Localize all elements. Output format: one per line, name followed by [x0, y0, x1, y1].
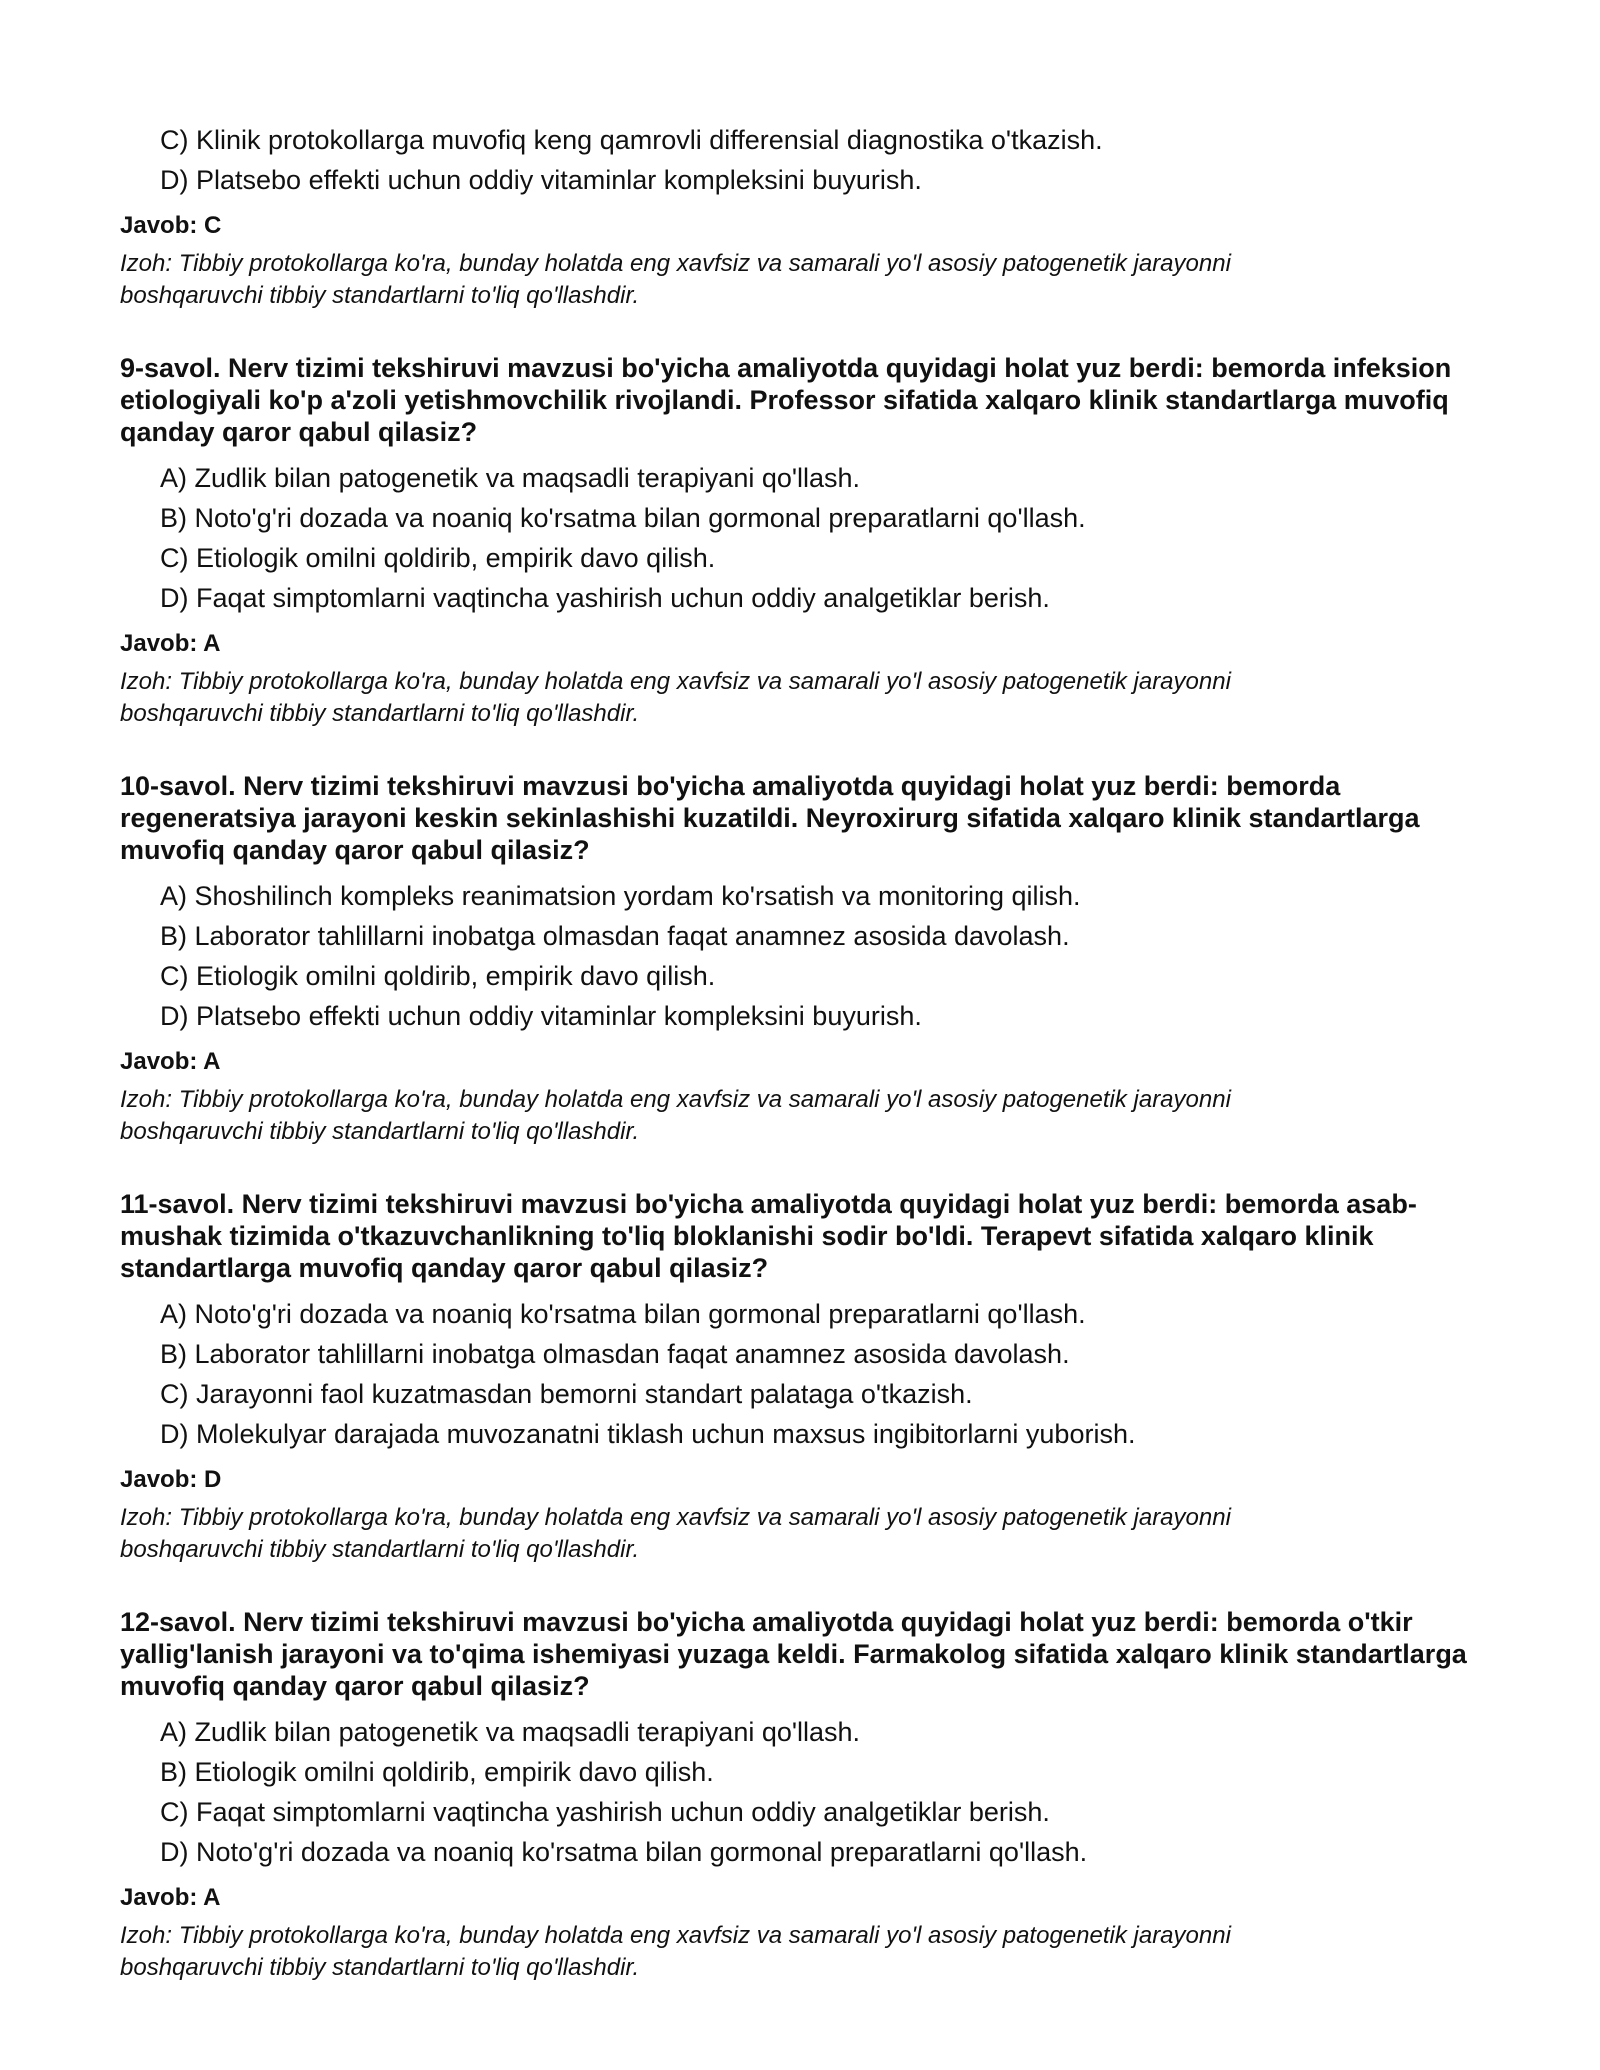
answer-option: D) Noto'g'ri dozada va noaniq ko'rsatma bilan gormonal preparatlarni qo'llash. [160, 1837, 1088, 1867]
answer-option: D) Molekulyar darajada muvozanatni tiklash uchun maxsus ingibitorlarni yuborish. [160, 1419, 1136, 1449]
partial-question-block [120, 120, 1480, 312]
answer-option: A) Zudlik bilan patogenetik va maqsadli terapiyani qo'llash. [160, 463, 861, 493]
question-text: 12-savol. Nerv tizimi tekshiruvi mavzusi bo'yicha amaliyotda quyidagi holat yuz berdi: bemorda o'tkir yallig'lanish jarayoni va to'qima ishemiyasi yuzaga keldi. Farmakolog sifatida xalqaro klinik standartlarga muvofiq qanday qaror qabul qilasiz? [120, 1607, 1467, 1701]
answer-option: C) Klinik protokollarga muvofiq keng qamrovli differensial diagnostika o'tkazish. [160, 125, 1103, 155]
question-text: 11-savol. Nerv tizimi tekshiruvi mavzusi bo'yicha amaliyotda quyidagi holat yuz berdi: bemorda asab-mushak tizimida o'tkazuvchanlikning to'liq bloklanishi sodir bo'ldi. Terapevt sifatida xalqaro klinik standartlarga muvofiq qanday qaror qabul qilasiz? [120, 1189, 1417, 1283]
question-block-10 [120, 770, 1480, 1148]
explanation-note: Izoh: Tibbiy protokollarga ko'ra, bunday holatda eng xavfsiz va samarali yo'l asosiy patogenetik jarayonni boshqaruvchi tibbiy standartlarni to'liq qo'llashdir. [120, 1504, 1231, 1563]
question-text: 10-savol. Nerv tizimi tekshiruvi mavzusi bo'yicha amaliyotda quyidagi holat yuz berdi: bemorda regeneratsiya jarayoni keskin sekinlashishi kuzatildi. Neyroxirurg sifatida xalqaro klinik standartlarga muvofiq qanday qaror qabul qilasiz? [120, 771, 1420, 865]
correct-answer: Javob: A [120, 1884, 221, 1911]
correct-answer: Javob: A [120, 630, 221, 657]
explanation-note: Izoh: Tibbiy protokollarga ko'ra, bunday holatda eng xavfsiz va samarali yo'l asosiy patogenetik jarayonni boshqaruvchi tibbiy standartlarni to'liq qo'llashdir. [120, 668, 1231, 727]
answer-option: B) Laborator tahlillarni inobatga olmasdan faqat anamnez asosida davolash. [160, 1339, 1070, 1369]
answer-option: C) Etiologik omilni qoldirib, empirik davo qilish. [160, 961, 716, 991]
correct-answer: Javob: D [120, 1466, 222, 1493]
correct-answer: Javob: A [120, 1048, 221, 1075]
explanation-note: Izoh: Tibbiy protokollarga ko'ra, bunday holatda eng xavfsiz va samarali yo'l asosiy patogenetik jarayonni boshqaruvchi tibbiy standartlarni to'liq qo'llashdir. [120, 250, 1231, 309]
answer-option: A) Zudlik bilan patogenetik va maqsadli terapiyani qo'llash. [160, 1717, 861, 1747]
answer-option: C) Jarayonni faol kuzatmasdan bemorni standart palataga o'tkazish. [160, 1379, 973, 1409]
question-block-12 [120, 1606, 1480, 1984]
answer-option: B) Noto'g'ri dozada va noaniq ko'rsatma bilan gormonal preparatlarni qo'llash. [160, 503, 1086, 533]
answer-option: A) Noto'g'ri dozada va noaniq ko'rsatma bilan gormonal preparatlarni qo'llash. [160, 1299, 1086, 1329]
explanation-note: Izoh: Tibbiy protokollarga ko'ra, bunday holatda eng xavfsiz va samarali yo'l asosiy patogenetik jarayonni boshqaruvchi tibbiy standartlarni to'liq qo'llashdir. [120, 1086, 1231, 1145]
answer-option: D) Platsebo effekti uchun oddiy vitaminlar kompleksini buyurish. [160, 165, 922, 195]
answer-option: D) Platsebo effekti uchun oddiy vitaminlar kompleksini buyurish. [160, 1001, 922, 1031]
answer-option: D) Faqat simptomlarni vaqtincha yashirish uchun oddiy analgetiklar berish. [160, 583, 1050, 613]
answer-option: C) Faqat simptomlarni vaqtincha yashirish uchun oddiy analgetiklar berish. [160, 1797, 1050, 1827]
explanation-note: Izoh: Tibbiy protokollarga ko'ra, bunday holatda eng xavfsiz va samarali yo'l asosiy patogenetik jarayonni boshqaruvchi tibbiy standartlarni to'liq qo'llashdir. [120, 1922, 1231, 1981]
question-block-9 [120, 352, 1480, 730]
question-text: 9-savol. Nerv tizimi tekshiruvi mavzusi bo'yicha amaliyotda quyidagi holat yuz berdi: bemorda infeksion etiologiyali ko'p a'zoli yetishmovchilik rivojlandi. Professor sifatida xalqaro klinik standartlarga muvofiq qanday qaror qabul qilasiz? [120, 353, 1452, 447]
answer-option: B) Laborator tahlillarni inobatga olmasdan faqat anamnez asosida davolash. [160, 921, 1070, 951]
answer-option: B) Etiologik omilni qoldirib, empirik davo qilish. [160, 1757, 714, 1787]
answer-option: C) Etiologik omilni qoldirib, empirik davo qilish. [160, 543, 716, 573]
correct-answer: Javob: C [120, 212, 222, 239]
question-block-11 [120, 1188, 1480, 1566]
answer-option: A) Shoshilinch kompleks reanimatsion yordam ko'rsatish va monitoring qilish. [160, 881, 1081, 911]
document-page [120, 120, 1480, 1984]
